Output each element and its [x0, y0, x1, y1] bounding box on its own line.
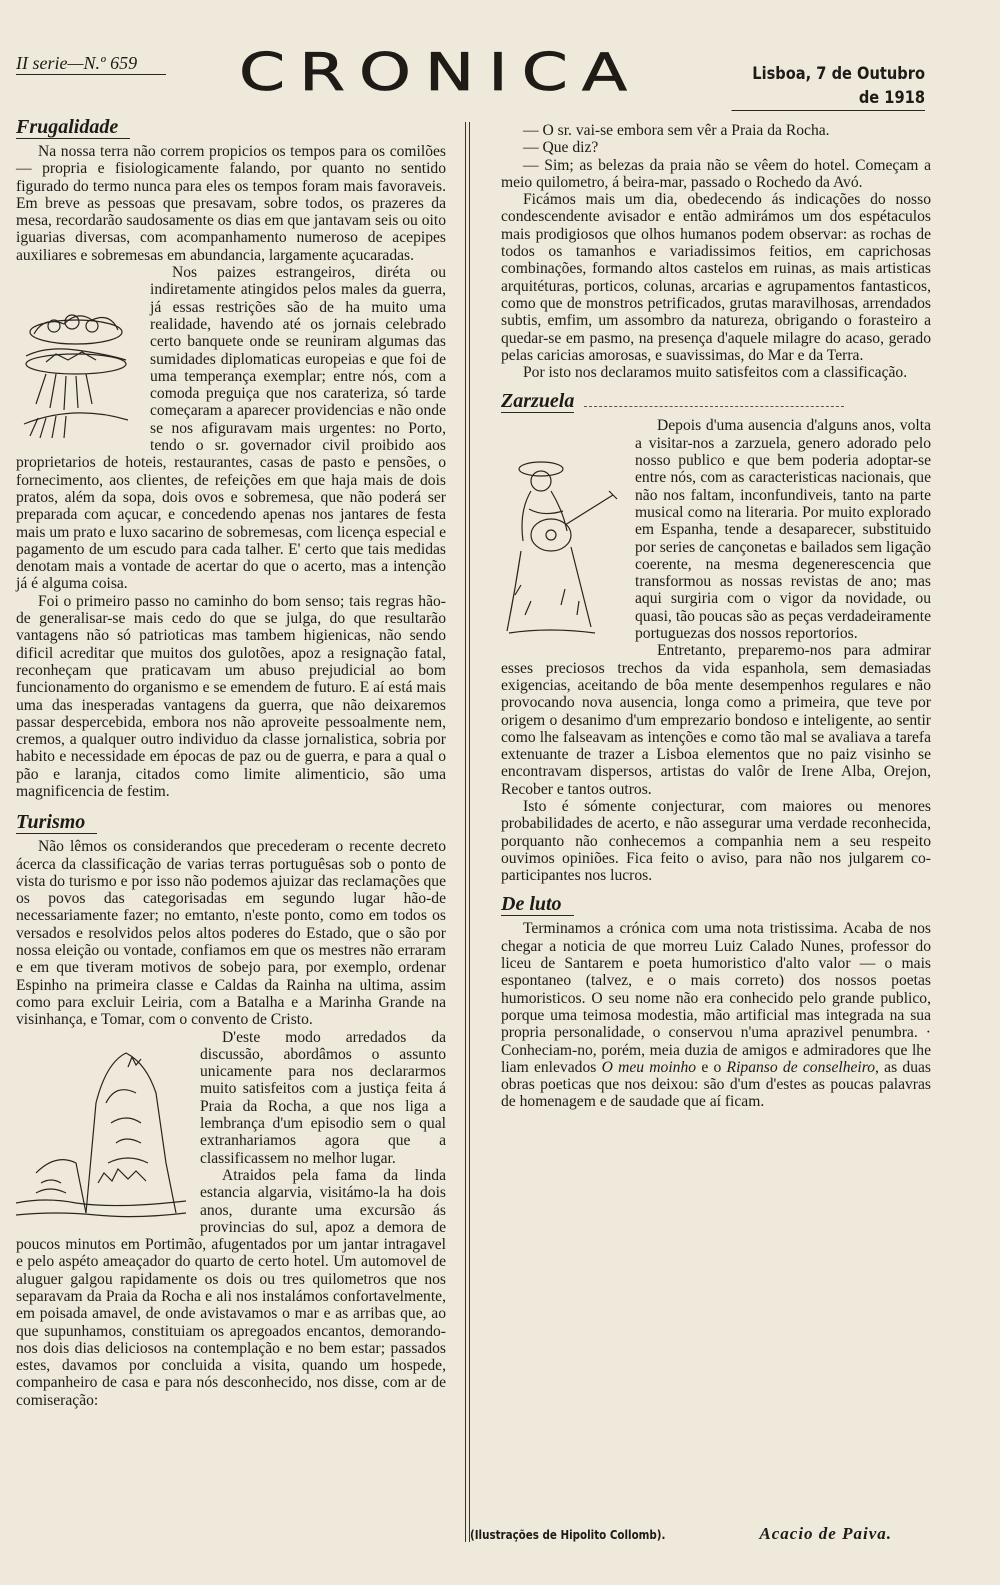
heading-ornament — [584, 398, 844, 407]
work-title: O meu moinho — [601, 1058, 697, 1076]
paragraph: Entretanto, preparemo-nos para admirar esses preciosos trechos da vida espanhola, sem demasiadas exigencias, aceitando de bôa mente desempenhos regulares e não provocando nova ausencia, longa como a primeira, que teve por origem o desanimo d'um emprezario bondoso e inteligente, ao sentir como lhe falseavam as intenções e como tão mal se avaliava a tarefa extenuante de trazer a Lisboa elementos que no paiz visinho se encontravam dispersos, artistas do valôr de Irene Alba, Orejon, Recober e tantos outros. — [501, 642, 931, 798]
paragraph: Ficámos mais um dia, obedecendo ás indicações do nosso condescendente avisador e então admirámos um dos espétaculos mais prodigiosos que olhos humanos podem observar: as rochas de todos os tamanhos e variadissimos feitios, em caprichosas combinações, formando altos castelos em ruinas, as mais artisticas arquitéturas, porticos, colunas, arcarias e agrupamentos fantasticos, como que de monstros petrificados, grutas maravilhosas, arrendados subtis, emfim, um assombro da natureza, obrigando o forasteiro a quedar-se em pasmo, na presença d'aquele milagre do acaso, gerado pelas caricias amorosas, e suavissimas, do Mar e da Terra. — [501, 191, 931, 364]
column-divider — [465, 122, 466, 1542]
paragraph: Na nossa terra não correm propicios os tempos para os comilões — propria e fisiologicamente falando, por quanto no sentido figurado do termo nunca para eles os tempos foram mais favoraveis. Em breve as pessoas que presavam, sobre todos, os prazeres da mesa, recordarão saudosamente os dias em que jantavam seis ou oito iguarias diversas, com acompanhamento numeroso de acepipes auxiliares e sobremesas em abundancia, largamente açucaradas. — [16, 143, 446, 264]
dialogue-line: — Que diz? — [523, 139, 599, 157]
paragraph: Foi o primeiro passo no caminho do bom senso; tais regras hão-de generalisar-se mais cedo do que se julga, do que resultarão vantagens não só patrioticas mas tambem higienicas, não sendo dificil acreditar que muitos dos gulotões, apoz a resignação fatal, reconheçam que praticavam um abuso prejudicial ao bom funcionamento do organismo e se emendem de futuro. E aí está mais uma das inesperadas vantagens da guerra, que não deixaremos passar despercebida, embora nos não aproveite pessoalmente nem, cremos, a qualquer outro individuo da classe jornalistica, sobria por habito e necessidade em épocas de paz ou de guerra, e para a qual o pão e laranja, citados como limite alimenticio, são uma magnificencia de festim. — [16, 592, 446, 800]
food-dish-illustration — [16, 304, 136, 444]
left-column — [16, 115, 446, 1409]
paragraph: Atraidos pela fama da linda estancia algarvia, visitámo-la ha dois anos, durante uma excursão ás provincias do sul, apoz a demora de poucos minutos em Portimão, afugentados por um jantar intragavel e pelo aspéto ameaçador do quarto de certo hotel. Um automovel de aluguer galgou rapidamente os dois ou tres quilometros que nos separavam da Praia da Rocha e ali nos instalámos confortavelmente, em poisada amavel, de onde avistavamos o mar e as arribas que, ao que supunhamos, constituiam os apregoados encantos, demorando-nos dois dias deliciosos na contemplação e no bem estar; passados estes, davamos por concluida a visita, quando um hospede, companheiro de casa e para nós desconhecido, nos disse, com ar de comiseração: — [16, 1166, 446, 1409]
column-divider — [469, 122, 470, 1542]
paragraph: Não lêmos os considerandos que precederam o recente decreto ácerca da classificação de varias terras portuguêsas sob o ponto de vista do turismo e por isso não podemos ajuizar das reclamações que os povos das categorisadas em segundo lugar hão-de necessariamente fazer; no emtanto, n'este ponto, como em todos os versados e resolvidos pelos altos poderes do Estado, que o são por nossa eleição ou vontade, confiamos em que os mestres não erraram e em que tiveram motivos de sobejo para, por exemplo, ordenar Espinho na primeira classe e Caldas da Rainha na ultima, assim como para excluir Leiria, com a Batalha e a Marinha Grande na visinhança, e Tomar, com o convento de Cristo. — [16, 838, 446, 1029]
paragraph: Terminamos a crónica com uma nota tristissima. Acaba de nos chegar a noticia de que morreu Luiz Calado Nunes, professor do liceu de Santarem e poeta humoristico d'alto valor — o mais espontaneo (talvez, e o mais correto) dos nossos poetas humoristicos. O seu nome não era conhecido pelo grande publico, porque uma teimosa modestia, mão artificial mas integrada na sua propria personalidade, o conservou n'uma aprazivel penumbra. · Conheciam-no, porém, meia duzia de amigos e admiradores que lhe liam enlevados O meu moinho e o Ripanso de conselheiro, as duas obras poeticas que nos deixou: são d'um d'estes as poucas palavras de homenagem e de saudade que aí ficam. — [501, 920, 932, 1111]
section-heading-de-luto: De luto — [501, 892, 931, 916]
illustration-credit: (Ilustrações de Hipolito Collomb). — [470, 1528, 666, 1542]
dialogue-line: — Sim; as belezas da praia não se vêem do hotel. Começam a meio quilometro, á beira-mar, passado o Rochedo da Avó. — [501, 156, 931, 191]
paragraph: Isto é sómente conjecturar, com maiores ou menores probabilidades de acerto, e não assegurar uma verdade reconhecida, porquanto não conhecemos a companhia nem a seu respeito ouvimos opiniões. Fica feito o aviso, para não nos julgarem co-participantes nos lucros. — [501, 797, 931, 885]
section-heading-turismo: Turismo — [16, 810, 446, 834]
paragraph: Nos paizes estrangeiros, diréta ou indiretamente atingidos pelos males da guerra, já essas restrições são de ha muito uma realidade, havendo até os jornais celebrado certo banquete onde se reuniram algumas das sumidades diplomaticas europeias e que foi de uma temperança exemplar; entre nós, com a comoda preguiça que nos carateriza, só tarde começaram a aparecer providencias e não onde se nos afiguravam mais urgentes: no Porto, tendo o sr. governador civil proibido aos proprietarios de hoteis, restaurantes, casas de pasto e pensões, o fornecimento, aos clientes, de refeições em que haja mais de dois pratos, além da sopa, dois ovos e sobremesa, que não poderá ser preparada com açucar, e concedendo apenas nos jantares de festa mais um prato e luxo sacarino de sobremesas, com licença especial e pagamento de um escudo para cada talher. E' certo que tais medidas denotam mais a vontade de acertar do que o acerto, mas a intenção já é alguma coisa. — [16, 264, 446, 593]
woman-with-guitar-icon — [501, 455, 621, 645]
rocky-coast-icon — [16, 1043, 186, 1223]
footer — [470, 1524, 930, 1548]
paragraph: D'este modo arredados da discussão, abordâmos o assunto unicamente para nos declararmos muito satisfeitos com a justiça feita á Praia da Rocha, a que nos liga a lembrança d'um episodio sem o qual extranhariamos agora que a classificassem no melhor lugar. — [200, 1028, 446, 1167]
right-column — [501, 122, 931, 1111]
author-signature: Acacio de Paiva. — [759, 1524, 892, 1543]
rocky-coast-illustration — [16, 1043, 186, 1223]
work-title: Ripanso de conselheiro — [726, 1058, 876, 1076]
dialogue-line: — O sr. vai-se embora sem vêr a Praia da Rocha. — [523, 122, 830, 139]
paragraph: Depois d'uma ausencia d'alguns anos, volta a visitar-nos a zarzuela, genero adorado pelo nosso publico e que bem poderia adoptar-se entre nós, com as caracteristicas nacionais, que não nos faltam, inconfundiveis, tanto na parte musical como na literaria. Por muito explorado em Espanha, tende a desaparecer, substituido por series de cançonetas e bailados sem ligação coerente, na mesma degenerescencia que transformou as nossas revistas de ano; mas aqui surgiria com o vigor da novidade, ou quasi, tão poucas são as peças verdadeiramente portuguezas dos nossos reportorios. — [635, 417, 931, 643]
section-heading-frugalidade: Frugalidade — [16, 115, 446, 139]
masthead-title: CRONICA — [239, 42, 641, 103]
dateline: Lisboa, 7 de Outubro de 1918 — [732, 62, 926, 111]
woman-with-guitar-illustration — [501, 455, 621, 645]
section-heading-zarzuela: Zarzuela — [501, 389, 931, 413]
issue-number: II serie—N.º 659 — [16, 52, 166, 75]
food-dish-icon — [16, 304, 136, 444]
paragraph: Por isto nos declaramos muito satisfeitos com a classificação. — [523, 364, 908, 382]
